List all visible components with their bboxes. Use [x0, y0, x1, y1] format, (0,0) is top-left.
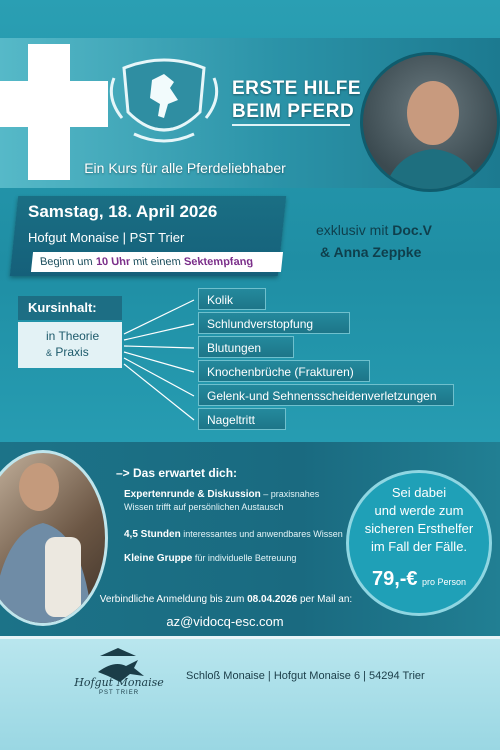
expect-item: [124, 528, 344, 541]
topic-item: Kolik: [198, 288, 266, 310]
start-mid: mit einem: [132, 256, 182, 268]
instructor-portrait: [360, 52, 500, 192]
topic-item: Knochenbrüche (Frakturen): [198, 360, 370, 382]
price-value: 79,-€: [371, 568, 418, 590]
amp-label: &: [46, 348, 53, 358]
price-unit: pro Person: [422, 577, 467, 587]
expect-item: [124, 488, 344, 513]
registration-note: [96, 594, 356, 605]
offer-line2: und werde zum: [374, 503, 464, 518]
title-line1: ERSTE HILFE: [232, 78, 362, 99]
title-line2: BEIM PFERD: [232, 101, 355, 122]
expect-item-bold: Kleine Gruppe: [124, 553, 193, 564]
topic-item: Blutungen: [198, 336, 294, 358]
host-prefix: exklusiv mit: [316, 222, 389, 238]
expect-item-text: für individuelle Betreuung: [192, 553, 297, 563]
expect-item: [124, 552, 344, 565]
theory-practice-box: [18, 322, 122, 368]
registration-suffix: per Mail an:: [299, 594, 353, 605]
subtitle: Ein Kurs für alle Pferdeliebhaber: [84, 160, 286, 176]
topic-item: Nageltritt: [198, 408, 286, 430]
medical-cross-icon-bar: [0, 81, 108, 127]
title-underline: [232, 124, 350, 126]
event-start: [31, 252, 283, 272]
expect-item-bold: 4,5 Stunden: [124, 529, 181, 540]
practice-label: Praxis: [55, 345, 89, 359]
theory-label: in Theorie: [46, 329, 100, 343]
registration-prefix: Verbindliche Anmeldung bis zum: [99, 594, 245, 605]
registration-deadline: 08.04.2026: [247, 594, 298, 605]
expect-item-bold: Expertenrunde & Diskussion: [124, 489, 261, 500]
content-label: Kursinhalt:: [18, 296, 122, 320]
logo-name: Hofgut Monaise: [74, 676, 164, 689]
expect-heading: –> Das erwartet dich:: [116, 466, 238, 480]
host-name: Doc.V: [392, 222, 432, 238]
topic-item: Gelenk-und Sehnensscheidenverletzungen: [198, 384, 454, 406]
expect-item-text: – praxisnahes Wissen trifft auf persönlichen Austausch: [124, 489, 320, 512]
offer-line3: sicheren Ersthelfer: [364, 521, 474, 536]
price: [352, 568, 486, 591]
footer-address: Schloß Monaise | Hofgut Monaise 6 | 54294 Trier: [186, 670, 425, 682]
offer-line1: Sei dabei: [391, 485, 447, 500]
topic-item: Schlundverstopfung: [198, 312, 350, 334]
logo-sub: PST TRIER: [98, 690, 140, 696]
arrow-icon: [120, 290, 200, 430]
host-line2: & Anna Zeppke: [320, 244, 422, 260]
registration-email-link[interactable]: az@vidocq-esc.com: [166, 614, 284, 629]
event-location: Hofgut Monaise | PST Trier: [28, 230, 185, 245]
knight-crest-icon: [104, 48, 224, 156]
start-extra: Sektempfang: [183, 256, 254, 268]
expect-item-text: interessantes und anwendbares Wissen: [180, 529, 343, 539]
start-prefix: Beginn um: [39, 256, 94, 268]
event-date: Samstag, 18. April 2026: [28, 202, 218, 221]
offer-line4: im Fall der Fälle.: [370, 539, 468, 554]
host-line1: [316, 222, 432, 238]
start-time: 10 Uhr: [95, 256, 131, 268]
